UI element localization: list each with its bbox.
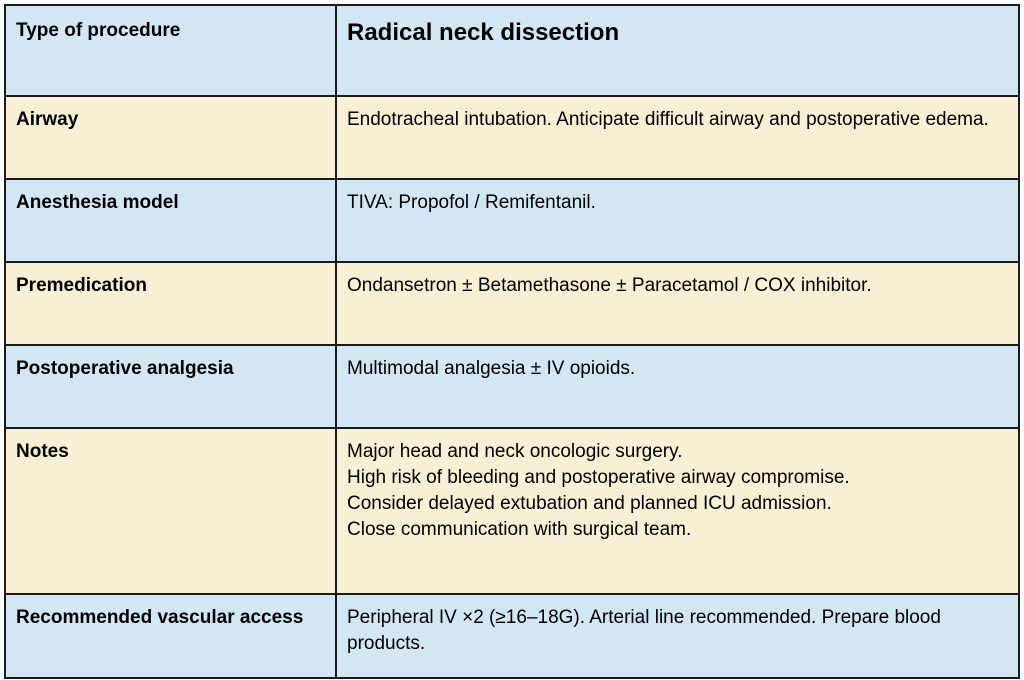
row-label: Anesthesia model bbox=[5, 179, 336, 262]
row-label: Recommended vascular access bbox=[5, 594, 336, 678]
row-label: Premedication bbox=[5, 262, 336, 345]
note-line: High risk of bleeding and postoperative airway compromise. bbox=[347, 467, 850, 488]
row-label: Type of procedure bbox=[5, 5, 336, 96]
table-row bbox=[5, 594, 1019, 678]
row-label: Notes bbox=[5, 428, 336, 594]
table-row bbox=[5, 428, 1019, 594]
row-value-notes bbox=[336, 428, 1019, 594]
note-line: Major head and neck oncologic surgery. bbox=[347, 441, 683, 462]
row-value: Endotracheal intubation. Anticipate difficult airway and postoperative edema. bbox=[336, 96, 1019, 179]
row-value: Peripheral IV ×2 (≥16–18G). Arterial line recommended. Prepare blood products. bbox=[336, 594, 1019, 678]
row-value: Multimodal analgesia ± IV opioids. bbox=[336, 345, 1019, 428]
table-row bbox=[5, 345, 1019, 428]
procedure-title: Radical neck dissection bbox=[336, 5, 1019, 96]
row-label: Postoperative analgesia bbox=[5, 345, 336, 428]
procedure-table bbox=[4, 4, 1020, 679]
row-value: TIVA: Propofol / Remifentanil. bbox=[336, 179, 1019, 262]
note-line: Close communication with surgical team. bbox=[347, 519, 692, 540]
table-row bbox=[5, 262, 1019, 345]
row-value: Ondansetron ± Betamethasone ± Paracetamol / COX inhibitor. bbox=[336, 262, 1019, 345]
row-label: Airway bbox=[5, 96, 336, 179]
note-line: Consider delayed extubation and planned ICU admission. bbox=[347, 493, 832, 514]
table-row-header bbox=[5, 5, 1019, 96]
table-row bbox=[5, 96, 1019, 179]
table-row bbox=[5, 179, 1019, 262]
